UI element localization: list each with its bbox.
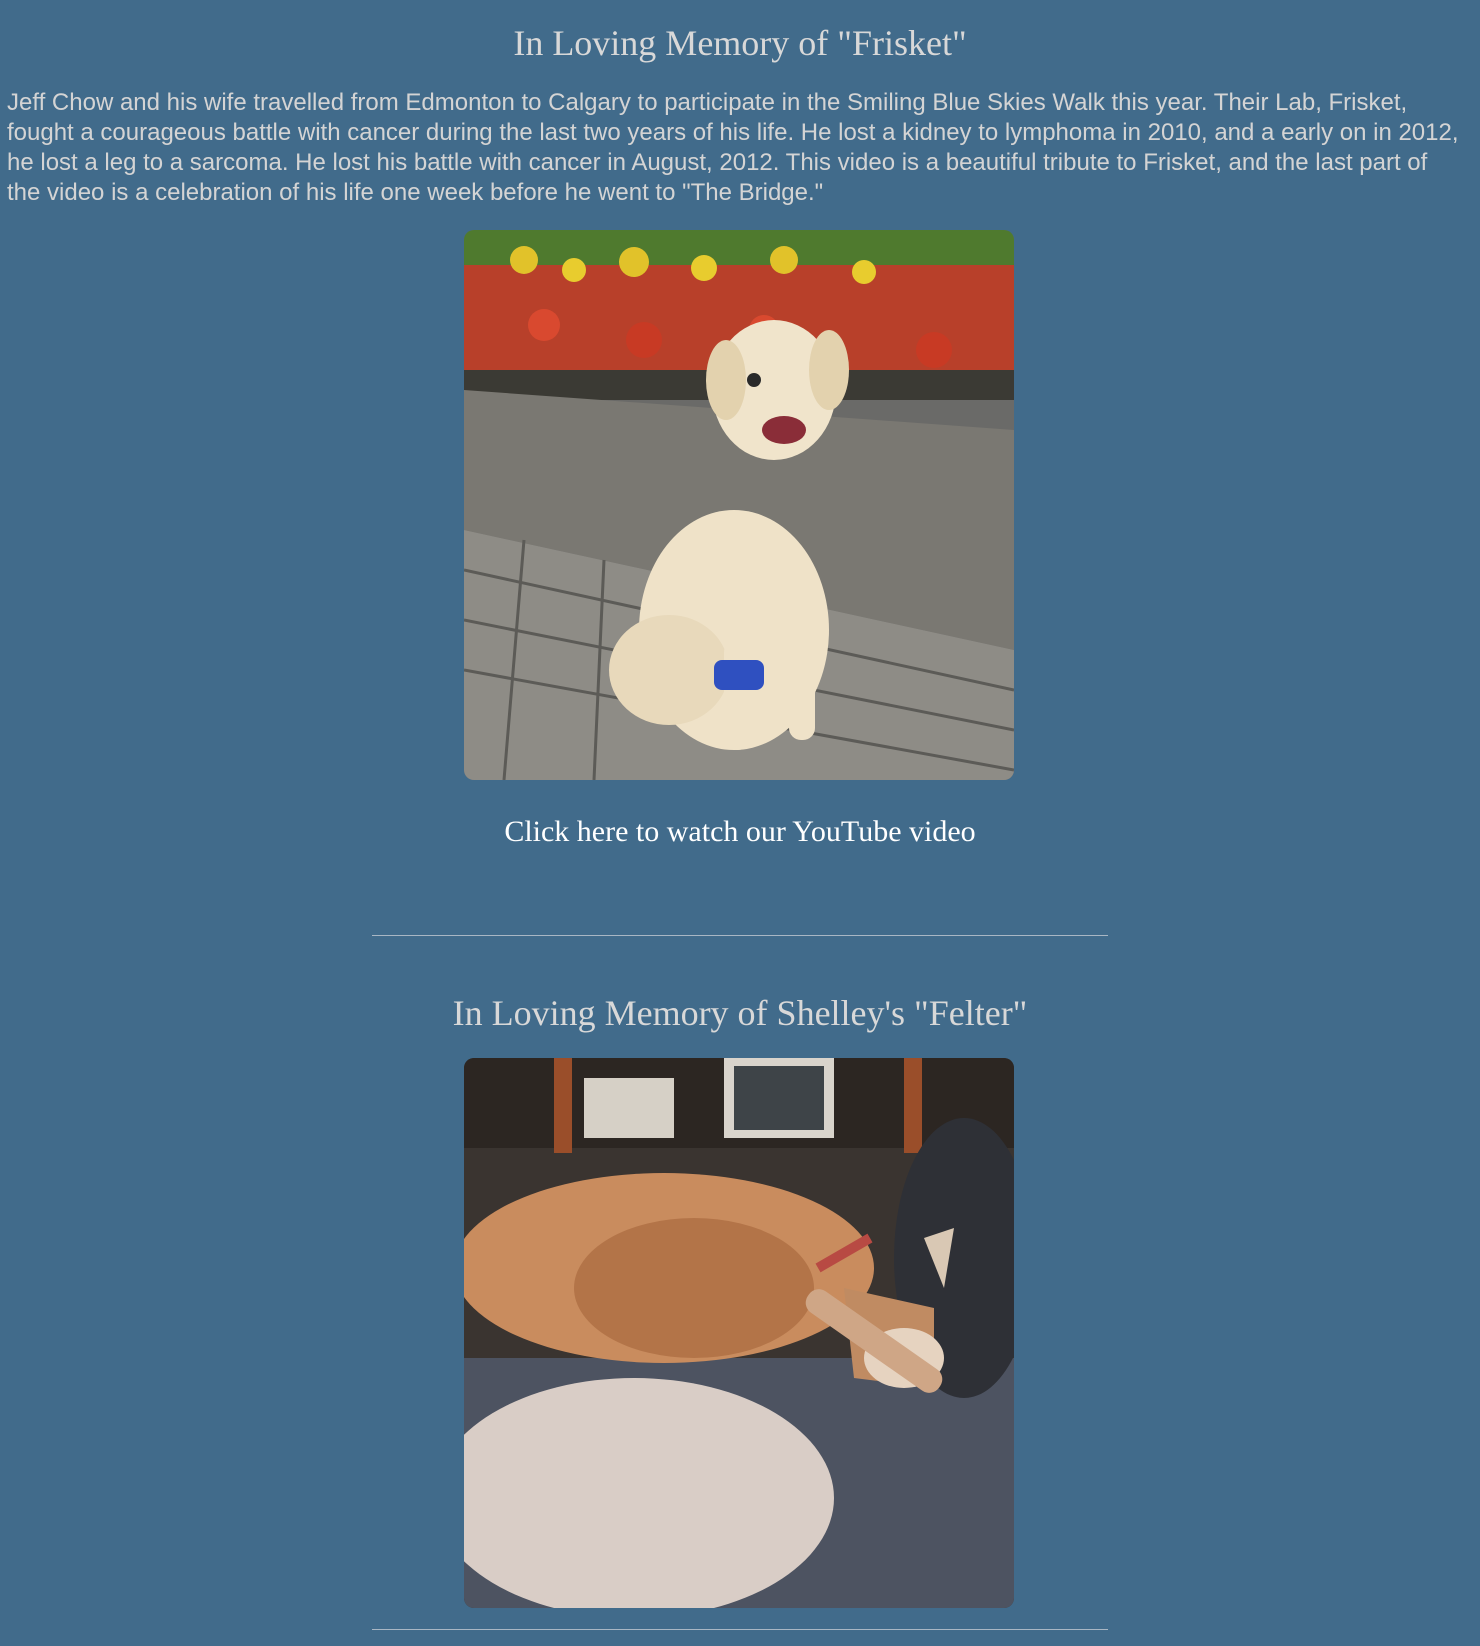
felter-photo bbox=[464, 1058, 1014, 1608]
felter-photo-image bbox=[464, 1058, 1014, 1608]
youtube-video-link[interactable]: Click here to watch our YouTube video bbox=[504, 815, 976, 848]
section-divider bbox=[372, 935, 1108, 936]
felter-memorial-title: In Loving Memory of Shelley's "Felter" bbox=[452, 993, 1028, 1033]
frisket-photo bbox=[464, 230, 1014, 780]
frisket-story-text: Jeff Chow and his wife travelled from Edmonton to Calgary to participate in the Smiling Blue Skies Walk this year. Their Lab, Frisket, fought a courageous battle with cancer during the last two years of his life. He lost a kidney to lymphoma in 2010, and a early on in 2012, he lost a leg to a sarcoma. He lost his battle with cancer in August, 2012. This video is a beautiful tribute to Frisket, and the last part of the video is a celebration of his life one week before he went to "The Bridge." bbox=[7, 89, 1459, 206]
frisket-memorial-title: In Loving Memory of "Frisket" bbox=[513, 23, 967, 63]
frisket-photo-image bbox=[464, 230, 1014, 780]
section-divider bbox=[372, 1629, 1108, 1630]
